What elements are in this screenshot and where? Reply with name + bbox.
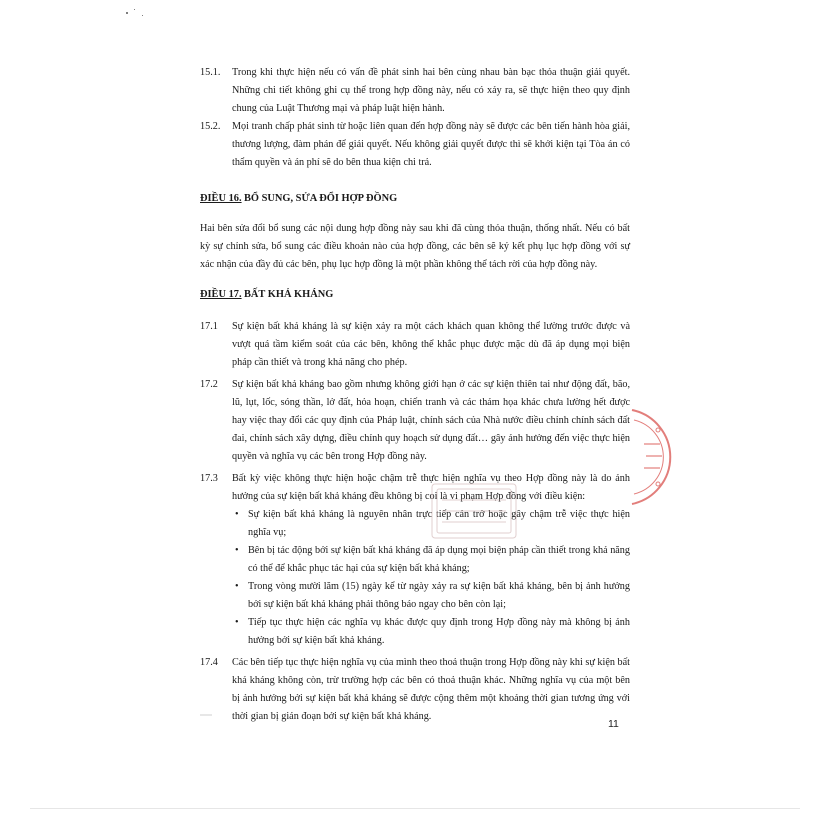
clause-15-1 <box>200 64 630 118</box>
list-item-text: Bên bị tác động bởi sự kiện bất khả kháng đã áp dụng mọi biện pháp cần thiết trong khả năng có thể để khắc phục tác hại của sự kiện bất khả kháng; <box>248 545 630 574</box>
section-title: BỔ SUNG, SỬA ĐỔI HỢP ĐỒNG <box>244 193 398 204</box>
list-item <box>232 614 630 650</box>
clause-text: Sự kiện bất khả kháng là sự kiện xảy ra một cách khách quan không thể lường trước được và vượt quá tầm kiểm soát của các bên, không thể khắc phục được mặc dù đã áp dụng mọi biện pháp cần thiết và trong khả năng cho phép. <box>232 321 630 368</box>
section-title: BẤT KHẢ KHÁNG <box>244 289 334 300</box>
page-number: 11 <box>608 718 619 730</box>
clause-text: Mọi tranh chấp phát sinh từ hoặc liên quan đến hợp đồng này sẽ được các bên tiến hành hòa giải, thương lượng, đàm phán để giải quyết. Nếu không giải quyết được thì sẽ khởi kiện tại Tòa án có thẩm quyền và án phí sẽ do bên thua kiện chi trả. <box>232 121 630 168</box>
clause-number: 17.1 <box>200 321 218 332</box>
clause-17-2 <box>200 376 630 466</box>
clause-text: Các bên tiếp tục thực hiện nghĩa vụ của mình theo thoả thuận trong Hợp đồng này khi sự kiện bất khả kháng không còn, trừ trường hợp các bên có thoả thuận khác. Những nghĩa vụ của một bên bị ảnh hưởng bởi sự kiện bất khả kháng sẽ được cộng thêm một khoảng thời gian tương ứng với thời gian bị gián đoạn bởi sự kiện bất khả kháng. <box>232 657 630 722</box>
clause-number: 15.2. <box>200 121 221 132</box>
faint-scan-mark-icon <box>200 713 212 717</box>
list-item-text: Tiếp tục thực hiện các nghĩa vụ khác được quy định trong Hợp đồng này mà không bị ảnh hưởng bởi sự kiện bất khả kháng. <box>248 617 630 646</box>
clause-number: 17.2 <box>200 379 218 390</box>
clause-text: Sự kiện bất khả kháng bao gồm nhưng không giới hạn ở các sự kiện thiên tai như động đất, bão, lũ, lụt, lốc, sóng thần, lở đất, hỏa hoạn, chiến tranh và các thảm họa khác chưa lường hết được hay việc thay đổi các quy định của Pháp luật, chính sách của Nhà nước điều chỉnh chính sách đất đai, chính sách xây dựng, điều chỉnh quy hoạch sử dụng đất… gây ảnh hưởng đến việc thực hiện quyền và nghĩa vụ các bên trong Hợp đồng này. <box>232 379 630 462</box>
scan-speck-marks <box>124 8 146 18</box>
clause-text: Trong khi thực hiện nếu có vấn đề phát sinh hai bên cùng nhau bàn bạc thỏa thuận giải quyết. Những chi tiết không ghi cụ thể trong hợp đồng này, nếu có xảy ra, sẽ thực hiện theo quy định chung của Luật Thương mại và pháp luật hiện hành. <box>232 67 630 114</box>
bullet-icon: • <box>235 545 239 556</box>
clause-17-4 <box>200 654 630 726</box>
clause-number: 15.1. <box>200 67 221 78</box>
clause-text: Bất kỳ việc không thực hiện hoặc chậm trễ thực hiện nghĩa vụ theo Hợp đồng này là do ảnh hưởng của sự kiện bất khả kháng đều không bị coi là vi phạm Hợp đồng với điều kiện: <box>232 473 630 502</box>
section-number: ĐIỀU 16. <box>200 193 242 204</box>
bullet-icon: • <box>235 581 239 592</box>
list-item <box>232 578 630 614</box>
document-body <box>200 64 630 726</box>
list-item-text: Sự kiện bất khả kháng là nguyên nhân trực tiếp cản trở hoặc gây chậm trễ việc thực hiện nghĩa vụ; <box>248 509 630 538</box>
section-number: ĐIỀU 17. <box>200 289 242 300</box>
bullet-icon: • <box>235 617 239 628</box>
faint-stamp-icon <box>428 480 520 542</box>
list-item <box>232 542 630 578</box>
list-item-text: Trong vòng mười lăm (15) ngày kể từ ngày xảy ra sự kiện bất khả kháng, bên bị ảnh hưởng bởi sự kiện bất khả kháng phải thông báo ngay cho bên còn lại; <box>248 581 630 610</box>
clause-17-3 <box>200 470 630 650</box>
clause-number: 17.4 <box>200 657 218 668</box>
bullet-icon: • <box>235 509 239 520</box>
clause-15-2 <box>200 118 630 172</box>
section-16-heading <box>200 190 630 208</box>
clause-number: 17.3 <box>200 473 218 484</box>
page-edge-divider <box>30 808 800 809</box>
red-seal-stamp-icon <box>612 404 676 510</box>
section-16-paragraph: Hai bên sửa đổi bổ sung các nội dung hợp đồng này sau khi đã cùng thỏa thuận, thống nhất. Nếu có bất kỳ sự chỉnh sửa, bổ sung các điều khoản nào của hợp đồng, các bên sẽ ký kết phụ lục hợp đồng với sự xác nhận của đầy đủ các bên, phụ lục hợp đồng là một phần không thể tách rời của hợp đồng này. <box>200 223 630 270</box>
section-17-heading <box>200 286 630 304</box>
clause-17-1 <box>200 318 630 372</box>
